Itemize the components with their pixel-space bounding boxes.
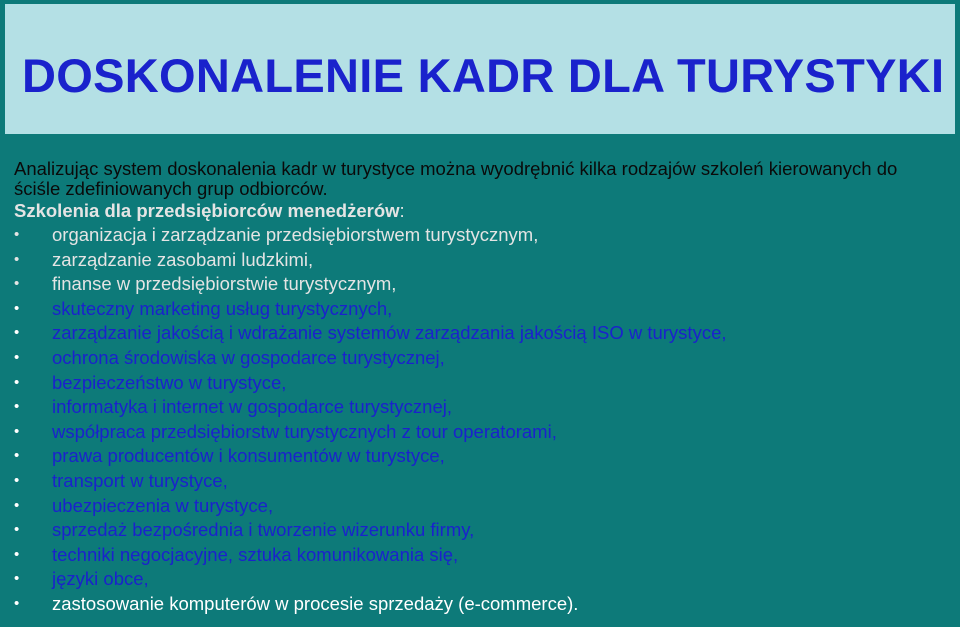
list-item	[14, 444, 944, 469]
list-item	[14, 469, 944, 494]
bullet-icon: •	[14, 250, 20, 268]
section-heading-suffix: :	[399, 200, 405, 221]
list-item	[14, 420, 944, 445]
list-item	[14, 272, 944, 297]
list-item-text: prawa producentów i konsumentów w turystyce,	[52, 445, 445, 467]
list-item	[14, 223, 944, 248]
bullet-icon: •	[14, 275, 20, 293]
list-item	[14, 346, 944, 371]
list-item	[14, 371, 944, 396]
training-list	[14, 223, 944, 617]
bullet-icon: •	[14, 545, 20, 563]
bullet-icon: •	[14, 496, 20, 514]
bullet-icon: •	[14, 447, 20, 465]
list-item-text: zastosowanie komputerów w procesie sprzedaży (e-commerce).	[52, 592, 579, 614]
list-item	[14, 297, 944, 322]
list-item-text: ubezpieczenia w turystyce,	[52, 494, 274, 516]
list-item	[14, 543, 944, 568]
list-item	[14, 592, 944, 617]
bullet-icon: •	[14, 348, 20, 366]
list-item	[14, 321, 944, 346]
list-item-text: zarządzanie zasobami ludzkimi,	[52, 248, 314, 270]
list-item-text: transport w turystyce,	[52, 469, 228, 491]
bullet-icon: •	[14, 570, 20, 588]
bullet-icon: •	[14, 422, 20, 440]
slide-title: DOSKONALENIE KADR DLA TURYSTYKI	[22, 49, 945, 102]
bullet-icon: •	[14, 471, 20, 489]
list-item-text: skuteczny marketing usług turystycznych,	[52, 297, 393, 319]
list-item-text: techniki negocjacyjne, sztuka komunikowania się,	[52, 543, 459, 565]
list-item	[14, 494, 944, 519]
list-item	[14, 248, 944, 273]
list-item-text: języki obce,	[52, 568, 149, 590]
list-item-text: zarządzanie jakością i wdrażanie systemów zarządzania jakością ISO w turystyce,	[52, 322, 727, 344]
bullet-icon: •	[14, 521, 20, 539]
bullet-icon: •	[14, 226, 20, 243]
list-item	[14, 567, 944, 592]
bullet-icon: •	[14, 324, 20, 342]
intro-paragraph: Analizując system doskonalenia kadr w turystyce można wyodrębnić kilka rodzajów szkoleń kierowanych do ściśle zdefiniowanych grup odbiorców.	[14, 158, 898, 199]
bullet-icon: •	[14, 398, 20, 416]
bullet-icon: •	[14, 594, 20, 612]
bullet-icon: •	[14, 299, 20, 317]
list-item-text: informatyka i internet w gospodarce turystycznej,	[52, 396, 452, 418]
title-box	[5, 4, 955, 134]
list-item-text: bezpieczeństwo w turystyce,	[52, 371, 287, 393]
list-item	[14, 395, 944, 420]
list-item-text: finanse w przedsiębiorstwie turystycznym,	[52, 273, 397, 295]
slide-content	[14, 159, 944, 617]
list-item-text: współpraca przedsiębiorstw turystycznych z tour operatorami,	[52, 420, 557, 442]
list-item-text: sprzedaż bezpośrednia i tworzenie wizerunku firmy,	[52, 519, 475, 541]
list-item-text: ochrona środowiska w gospodarce turystycznej,	[52, 346, 445, 368]
list-item	[14, 518, 944, 543]
section-heading	[14, 199, 944, 223]
section-heading-bold: Szkolenia dla przedsiębiorców menedżerów	[14, 200, 400, 221]
list-item-text: organizacja i zarządzanie przedsiębiorstwem turystycznym,	[52, 224, 539, 245]
bullet-icon: •	[14, 373, 20, 391]
